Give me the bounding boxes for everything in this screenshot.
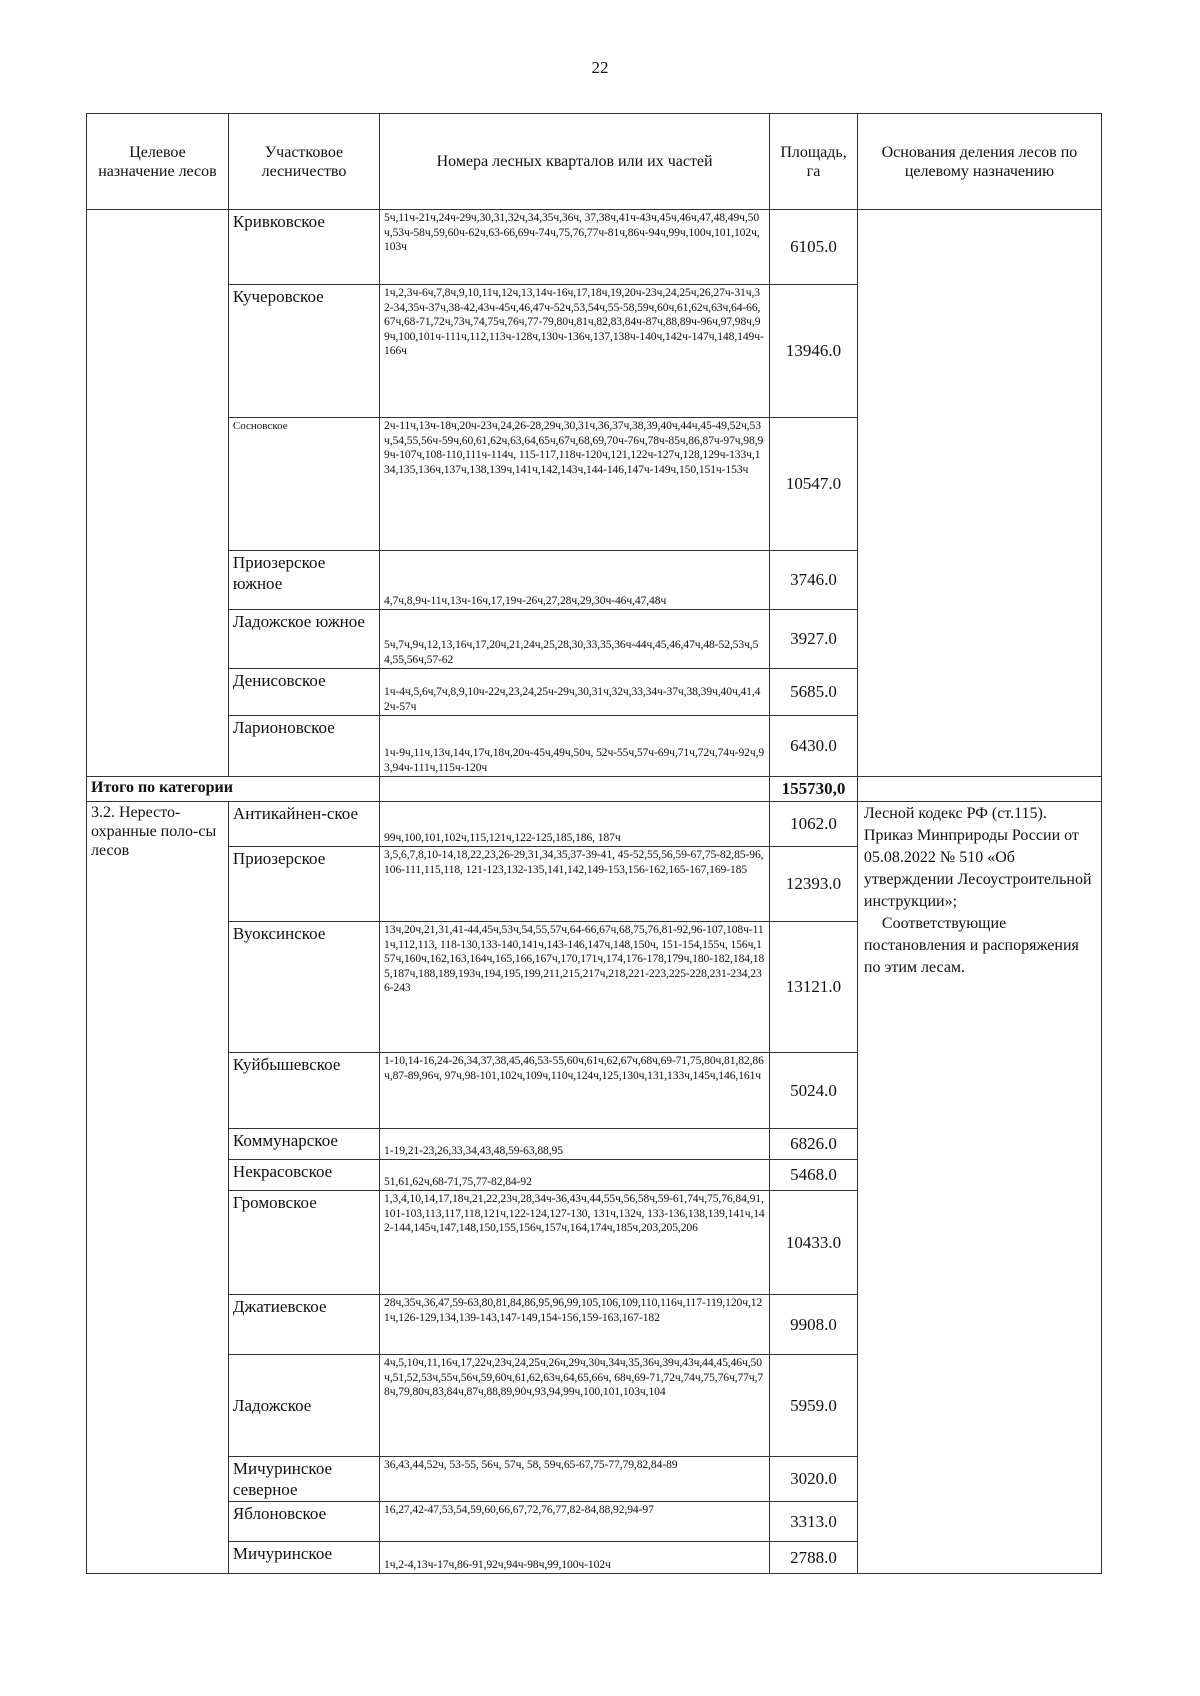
total-area: 155730,0 [770,777,858,802]
quarters-cell: 16,27,42-47,53,54,59,60,66,67,72,76,77,82-84,88,92,94-97 [380,1502,770,1542]
forestry-name: Куйбышевское [228,1053,379,1129]
purpose-cell: 3.2. Нересто-охранные поло-сы лесов [87,802,229,1574]
quarters-cell: 1ч-9ч,11ч,13ч,14ч,17ч,18ч,20ч-45ч,49ч,50ч, 52ч-55ч,57ч-69ч,71ч,72ч,74ч-92ч,93,94ч-111ч,115ч-120ч [380,716,770,777]
quarters-cell: 1ч,2,3ч-6ч,7,8ч,9,10,11ч,12ч,13,14ч-16ч,17,18ч,19,20ч-23ч,24,25ч,26,27ч-31ч,32-34,35ч-37ч,38-42,43ч-45ч,46,47ч-52ч,53,54ч,55-58,59ч,60ч,61,62ч,63ч,64-66,67ч,68-71,72ч,73ч,74,75ч,76ч,77-79,80ч,81ч,82,83,84ч-87ч,88,89ч-96ч,97,98ч,99ч,100,101ч-111ч,112,113ч-128ч,130ч-136ч,137,138ч-140ч,142ч-147ч,148,149ч-166ч [380,285,770,418]
quarters-cell: 51,61,62ч,68-71,75,77-82,84-92 [380,1160,770,1191]
forestry-name: Ларионовское [228,716,379,777]
quarters-cell: 36,43,44,52ч, 53-55, 56ч, 57ч, 58, 59ч,65-67,75-77,79,82,84-89 [380,1457,770,1502]
forestry-name: Ладожское южное [228,610,379,669]
area-cell: 2788.0 [770,1542,858,1574]
area-cell: 6430.0 [770,716,858,777]
area-cell: 3020.0 [770,1457,858,1502]
area-cell: 5959.0 [770,1355,858,1457]
area-cell: 12393.0 [770,847,858,922]
quarters-cell: 1-19,21-23,26,33,34,43,48,59-63,88,95 [380,1129,770,1160]
area-cell: 13121.0 [770,922,858,1053]
purpose-cell-continued [87,210,229,777]
quarters-cell: 3,5,6,7,8,10-14,18,22,23,26-29,31,34,35,37-39-41, 45-52,55,56,59-67,75-82,85-96,106-111,115,118, 121-123,132-135,141,142,149-153,156-162,165-167,169-185 [380,847,770,922]
forestry-name: Мичуринское северное [228,1457,379,1502]
total-label: Итого по категории [87,777,380,802]
area-cell: 3746.0 [770,551,858,610]
area-cell: 10547.0 [770,418,858,551]
header-row [87,114,1102,210]
forestry-name: Ладожское [228,1355,379,1457]
quarters-cell: 4ч,5,10ч,11,16ч,17,22ч,23ч,24,25ч,26ч,29ч,30ч,34ч,35,36ч,39ч,43ч,44,45,46ч,50ч,51,52,53ч,55ч,56ч,59,60ч,61,62,63ч,64,65,66ч, 68ч,69-71,72ч,74ч,75,76ч,77ч,78ч,79,80ч,83,84ч,87ч,88,89,90ч,93,94,99ч,100,101,103ч,104 [380,1355,770,1457]
area-cell: 1062.0 [770,802,858,847]
total-basis-empty [857,777,1101,802]
basis-line-order: Приказ Минприроды России от 05.08.2022 № 510 «Об утверждении Лесоустроительной инструкции»; [863,827,1092,910]
forestry-name: Приозерское южное [228,551,379,610]
header-basis: Основания деления лесов по целевому назначению [857,114,1101,210]
quarters-cell: 1ч,2-4,13ч-17ч,86-91,92ч,94ч-98ч,99,100ч-102ч [380,1542,770,1574]
quarters-cell: 4,7ч,8,9ч-11ч,13ч-16ч,17,19ч-26ч,27,28ч,29,30ч-46ч,47,48ч [380,551,770,610]
area-cell: 3927.0 [770,610,858,669]
area-cell: 9908.0 [770,1295,858,1355]
quarters-cell: 1ч-4ч,5,6ч,7ч,8,9,10ч-22ч,23,24,25ч-29ч,30,31ч,32ч,33,34ч-37ч,38,39ч,40ч,41,42ч-57ч [380,669,770,716]
quarters-cell: 2ч-11ч,13ч-18ч,20ч-23ч,24,26-28,29ч,30,31ч,36,37ч,38,39,40ч,44ч,45-49,52ч,53ч,54,55,56ч-59ч,60,61,62ч,63,64,65ч,67ч,68,69,70ч-76ч,78ч-85ч,86,87ч-97ч,98,99ч-107ч,108-110,111ч-114ч, 115-117,118ч-120ч,121,122ч-127ч,128,129ч-133ч,134,135,136ч,137ч,138,139ч,141ч,142,143ч,144-146,147ч-149ч,150,151ч-153ч [380,418,770,551]
area-cell: 5024.0 [770,1053,858,1129]
basis-line-law: Лесной кодекс РФ (ст.115). [863,805,1047,822]
forestry-name: Приозерское [228,847,379,922]
quarters-cell: 5ч,11ч-21ч,24ч-29ч,30,31,32ч,34,35ч,36ч, 37,38ч,41ч-43ч,45ч,46ч,47,48,49ч,50ч,53ч-58ч,59,60ч-62ч,63-66,69ч-74ч,75,76,77ч-81ч,86ч-94ч,99ч,100ч,101,102ч,103ч [380,210,770,285]
table-row [87,210,1102,285]
total-empty [380,777,770,802]
area-cell: 10433.0 [770,1191,858,1295]
header-quarters: Номера лесных кварталов или их частей [380,114,770,210]
basis-cell [857,802,1101,1574]
forestry-name: Кучеровское [228,285,379,418]
table-row [87,802,1102,847]
area-cell: 5685.0 [770,669,858,716]
quarters-cell: 5ч,7ч,9ч,12,13,16ч,17,20ч,21,24ч,25,28,30,33,35,36ч-44ч,45,46,47ч,48-52,53ч,54,55,56ч,57-62 [380,610,770,669]
forestry-name: Сосновское [228,418,379,551]
header-forestry: Участковое лесничество [228,114,379,210]
area-cell: 3313.0 [770,1502,858,1542]
header-area: Площадь, га [770,114,858,210]
quarters-cell: 1-10,14-16,24-26,34,37,38,45,46,53-55,60ч,61ч,62,67ч,68ч,69-71,75,80ч,81,82,86ч,87-89,96ч, 97ч,98-101,102ч,109ч,110ч,124ч,125,130ч,131,133ч,145ч,146,161ч [380,1053,770,1129]
area-cell: 5468.0 [770,1160,858,1191]
forestry-name: Вуоксинское [228,922,379,1053]
forestry-name: Денисовское [228,669,379,716]
forestry-name: Джатиевское [228,1295,379,1355]
quarters-cell: 28ч,35ч,36,47,59-63,80,81,84,86,95,96,99,105,106,109,110,116ч,117-119,120ч,121ч,126-129,134,139-143,147-149,154-156,159-163,167-182 [380,1295,770,1355]
area-cell: 13946.0 [770,285,858,418]
forestry-name: Яблоновское [228,1502,379,1542]
quarters-cell: 1,3,4,10,14,17,18ч,21,22,23ч,28,34ч-36,43ч,44,55ч,56,58ч,59-61,74ч,75,76,84,91,101-103,113,117,118,121ч,122-124,127-130, 131ч,132ч, 133-136,138,139,141ч,142-144,145ч,147,148,150,155,156ч,157ч,164,174ч,185ч,203,205,206 [380,1191,770,1295]
forestry-name: Некрасовское [228,1160,379,1191]
forestry-name: Мичуринское [228,1542,379,1574]
header-purpose: Целевое назначение лесов [87,114,229,210]
quarters-cell: 13ч,20ч,21,31,41-44,45ч,53ч,54,55,57ч,64-66,67ч,68,75,76,81-92,96-107,108ч-111ч,112,113, 118-130,133-140,141ч,143-146,147ч,148,150ч, 151-154,155ч, 156ч,157ч,160ч,162,163,164ч,165,166,167ч,170,171ч,174,176-178,179ч,180-182,184,185,187ч,188,189,193ч,194,195,199,211,215,217ч,218,221-223,225-228,231-234,236-243 [380,922,770,1053]
basis-line-resolutions: Соответствующие постановления и распоряжения по этим лесам. [863,915,1079,976]
forestry-name: Громовское [228,1191,379,1295]
forestry-name: Коммунарское [228,1129,379,1160]
basis-cell-continued [857,210,1101,777]
area-cell: 6826.0 [770,1129,858,1160]
forestry-name: Антикайнен-ское [228,802,379,847]
quarters-cell: 99ч,100,101,102ч,115,121ч,122-125,185,186, 187ч [380,802,770,847]
forest-purpose-table [86,113,1102,1574]
page-number: 22 [591,58,609,77]
area-cell: 6105.0 [770,210,858,285]
category-total-row [87,777,1102,802]
forestry-name: Кривковское [228,210,379,285]
